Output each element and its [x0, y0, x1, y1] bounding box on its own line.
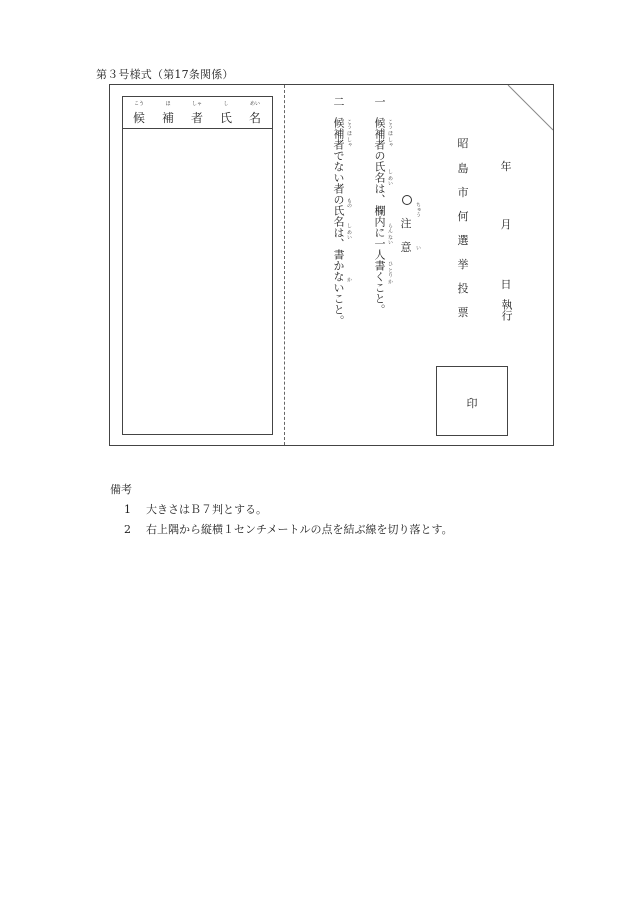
seal-label: 印	[466, 397, 478, 410]
instruction-1-number: 一	[373, 96, 386, 107]
date-day: 日	[500, 278, 512, 291]
instruction-1-ruby-rannai: らん ない	[387, 223, 393, 245]
note-item-2-text: 右上隅から縦横１センチメートルの点を結ぶ線を切り落とす。	[146, 523, 453, 536]
instruction-2-number: 二	[332, 96, 345, 107]
instruction-2-ruby-shimei: し めい	[346, 223, 352, 240]
caution-char-chuu: 注	[400, 217, 412, 230]
instruction-2-ruby-ka: か	[346, 277, 352, 282]
ruby-kou: こう	[133, 101, 144, 107]
title-char-5: 選	[457, 234, 469, 247]
ballot-form	[109, 84, 554, 446]
header-char-ho: 補	[161, 111, 174, 125]
candidate-name-header	[123, 97, 272, 129]
note-item-2-number: 2	[124, 523, 131, 536]
caution-ruby-i: い	[415, 245, 421, 250]
date-year: 年	[500, 160, 512, 173]
instruction-2-ruby-kouhosha: こう ほ しゃ	[346, 119, 352, 148]
note-item-1-text: 大きさはＢ７判とする。	[146, 503, 267, 516]
instruction-1-text: 候補者の氏名は、欄内に一人書くこと。	[373, 117, 386, 315]
ruby-shi: し	[223, 101, 229, 107]
note-item-1	[124, 501, 267, 517]
title-char-3: 市	[457, 186, 469, 199]
caution-char-i: 意	[400, 241, 412, 254]
caution-circle-icon	[402, 195, 412, 205]
ruby-ho: ほ	[165, 101, 171, 107]
note-item-1-number: 1	[124, 503, 131, 516]
caution-ruby-chuu: ちゅう	[415, 202, 421, 217]
title-char-4: 何	[457, 210, 469, 223]
notes-title: 備考	[110, 483, 132, 496]
seal-box	[436, 366, 508, 436]
title-char-6: 挙	[457, 258, 469, 271]
instruction-1-ruby-hitorika: ひ とり か	[387, 261, 393, 285]
date-execution: 執行	[500, 299, 513, 321]
fold-dashed-line	[284, 85, 285, 445]
header-char-sha: 者	[190, 111, 203, 125]
header-char-kou: 候	[132, 111, 145, 125]
instruction-2-ruby-mono: もの	[346, 198, 352, 208]
note-item-2	[124, 521, 453, 537]
title-char-2: 島	[457, 162, 469, 175]
candidate-name-box	[122, 96, 273, 435]
date-month: 月	[500, 218, 512, 231]
title-char-1: 昭	[457, 137, 469, 150]
ruby-sha: しゃ	[191, 101, 202, 107]
instruction-1-ruby-kouhosha: こう ほ しゃ	[387, 119, 393, 148]
form-number-heading: 第３号様式（第17条関係）	[96, 68, 234, 81]
title-char-7: 投	[457, 282, 469, 295]
instruction-1-ruby-shimei: し めい	[387, 169, 393, 186]
header-char-shi: 氏	[219, 111, 232, 125]
instruction-2-text: 候補者でない者の氏名は、書かないこと。	[332, 117, 345, 326]
title-char-8: 票	[457, 306, 469, 319]
ruby-mei: めい	[249, 101, 260, 107]
header-char-mei: 名	[248, 111, 261, 125]
